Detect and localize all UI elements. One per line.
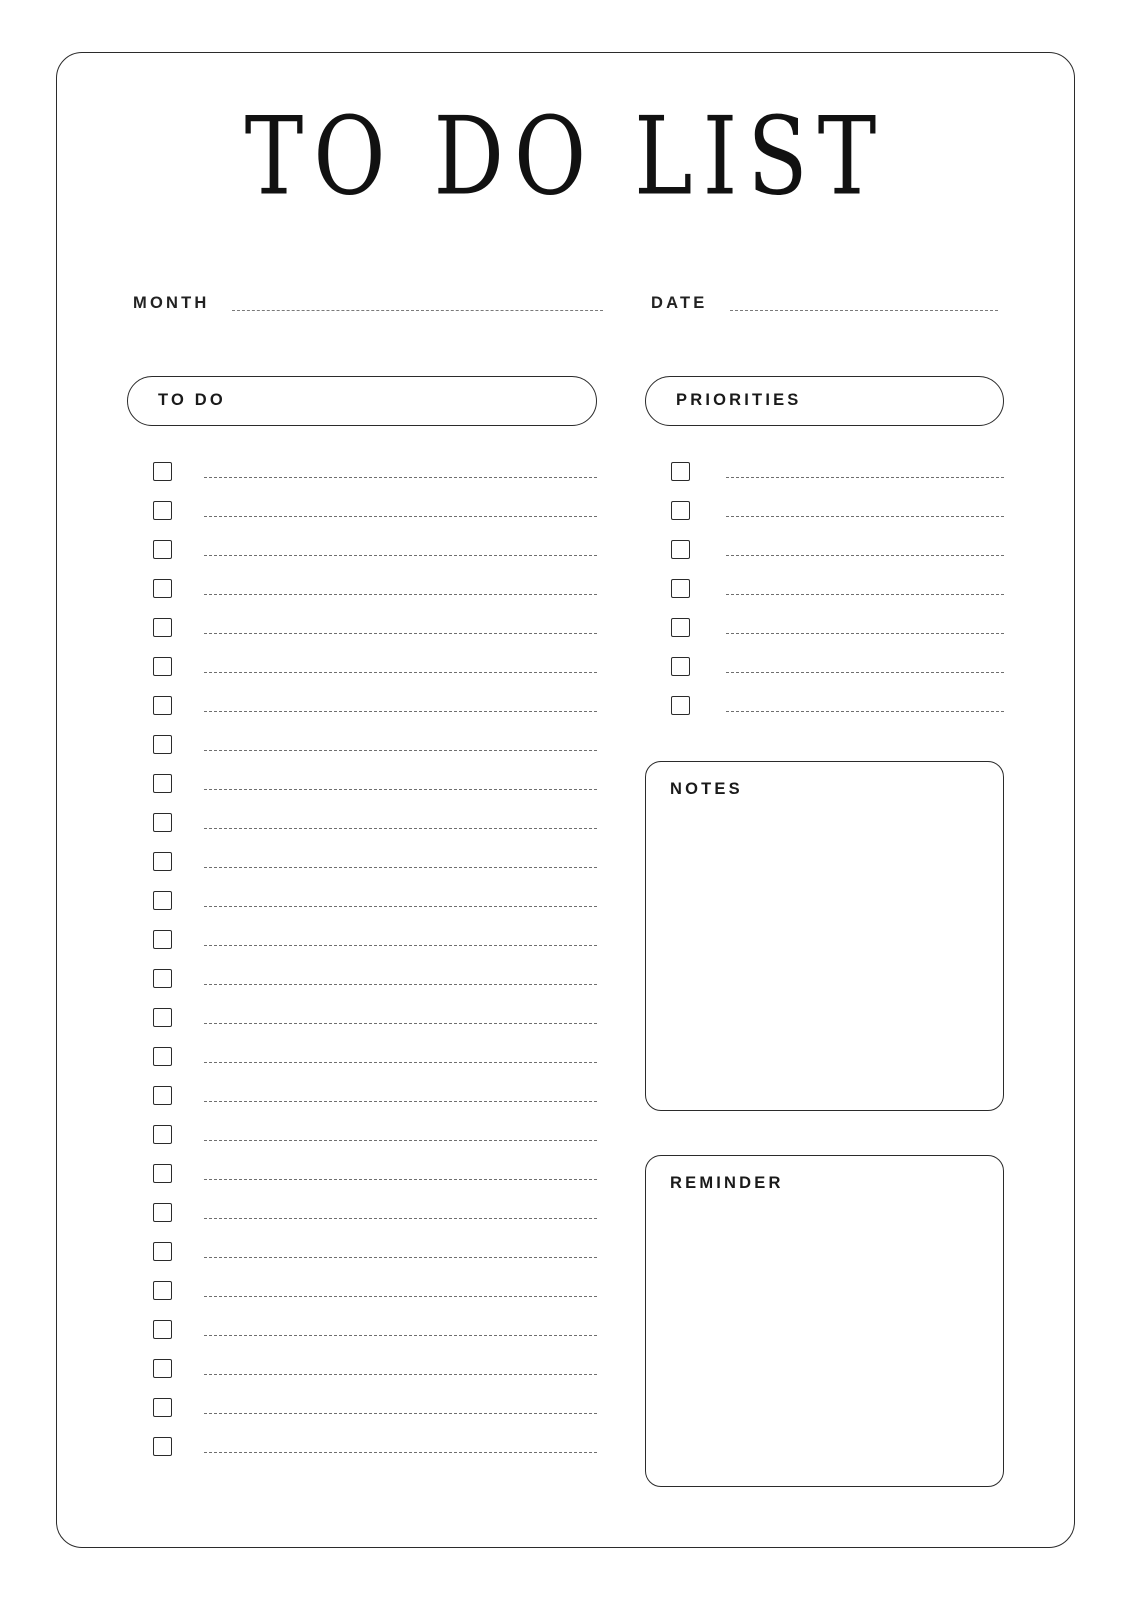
todo-column xyxy=(127,376,597,1487)
checkbox-icon[interactable] xyxy=(153,540,172,559)
write-line[interactable] xyxy=(204,632,597,634)
write-line[interactable] xyxy=(204,1334,597,1336)
write-line[interactable] xyxy=(204,476,597,478)
checkbox-icon[interactable] xyxy=(153,1047,172,1066)
page-title: TO DO LIST xyxy=(244,93,887,219)
todo-item-row[interactable] xyxy=(153,1427,597,1466)
write-line[interactable] xyxy=(204,1451,597,1453)
todo-item-row[interactable] xyxy=(153,647,597,686)
todo-item-row[interactable] xyxy=(153,920,597,959)
todo-item-row[interactable] xyxy=(153,1271,597,1310)
priority-item-row[interactable] xyxy=(671,608,1004,647)
checkbox-icon[interactable] xyxy=(153,1359,172,1378)
write-line[interactable] xyxy=(204,593,597,595)
write-line[interactable] xyxy=(204,1178,597,1180)
write-line[interactable] xyxy=(204,749,597,751)
checkbox-icon[interactable] xyxy=(153,1398,172,1417)
priority-item-row[interactable] xyxy=(671,491,1004,530)
right-column xyxy=(645,376,1004,1487)
write-line[interactable] xyxy=(726,593,1004,595)
checkbox-icon[interactable] xyxy=(153,1008,172,1027)
todo-item-row[interactable] xyxy=(153,491,597,530)
write-line[interactable] xyxy=(204,671,597,673)
priorities-header-pill xyxy=(645,376,1004,426)
checkbox-icon[interactable] xyxy=(153,852,172,871)
todo-item-row[interactable] xyxy=(153,1310,597,1349)
todo-item-row[interactable] xyxy=(153,530,597,569)
todo-item-row[interactable] xyxy=(153,452,597,491)
reminder-heading: REMINDER xyxy=(670,1173,784,1192)
write-line[interactable] xyxy=(204,1022,597,1024)
todo-item-row[interactable] xyxy=(153,569,597,608)
todo-item-row[interactable] xyxy=(153,1037,597,1076)
priority-rows xyxy=(645,452,1004,725)
write-line[interactable] xyxy=(204,1100,597,1102)
write-line[interactable] xyxy=(204,866,597,868)
checkbox-icon[interactable] xyxy=(671,657,690,676)
write-line[interactable] xyxy=(204,1412,597,1414)
todo-header-pill xyxy=(127,376,597,426)
checkbox-icon[interactable] xyxy=(153,891,172,910)
checkbox-icon[interactable] xyxy=(153,1203,172,1222)
checkbox-icon[interactable] xyxy=(671,579,690,598)
checkbox-icon[interactable] xyxy=(153,1125,172,1144)
priority-item-row[interactable] xyxy=(671,686,1004,725)
todo-item-row[interactable] xyxy=(153,686,597,725)
todo-item-row[interactable] xyxy=(153,764,597,803)
write-line[interactable] xyxy=(204,788,597,790)
month-label: MONTH xyxy=(133,294,210,312)
todo-item-row[interactable] xyxy=(153,959,597,998)
todo-item-row[interactable] xyxy=(153,1349,597,1388)
checkbox-icon[interactable] xyxy=(153,813,172,832)
write-line[interactable] xyxy=(726,476,1004,478)
printable-sheet xyxy=(56,52,1075,1548)
notes-box[interactable] xyxy=(645,761,1004,1111)
write-line[interactable] xyxy=(204,905,597,907)
notes-heading: NOTES xyxy=(670,779,743,798)
write-line[interactable] xyxy=(726,554,1004,556)
todo-item-row[interactable] xyxy=(153,1115,597,1154)
priority-item-row[interactable] xyxy=(671,452,1004,491)
todo-item-row[interactable] xyxy=(153,1193,597,1232)
write-line[interactable] xyxy=(204,827,597,829)
date-write-line[interactable] xyxy=(730,309,999,311)
checkbox-icon[interactable] xyxy=(153,696,172,715)
checkbox-icon[interactable] xyxy=(153,1437,172,1456)
priority-item-row[interactable] xyxy=(671,530,1004,569)
checkbox-icon[interactable] xyxy=(153,969,172,988)
todo-item-row[interactable] xyxy=(153,608,597,647)
write-line[interactable] xyxy=(204,1217,597,1219)
meta-row xyxy=(127,295,1004,314)
write-line[interactable] xyxy=(204,1061,597,1063)
write-line[interactable] xyxy=(726,710,1004,712)
checkbox-icon[interactable] xyxy=(153,462,172,481)
date-field[interactable] xyxy=(651,295,998,314)
checkbox-icon[interactable] xyxy=(153,1242,172,1261)
todo-item-row[interactable] xyxy=(153,1076,597,1115)
checkbox-icon[interactable] xyxy=(153,1164,172,1183)
checkbox-icon[interactable] xyxy=(153,579,172,598)
write-line[interactable] xyxy=(204,515,597,517)
write-line[interactable] xyxy=(204,1139,597,1141)
todo-item-row[interactable] xyxy=(153,1388,597,1427)
checkbox-icon[interactable] xyxy=(153,657,172,676)
priority-item-row[interactable] xyxy=(671,647,1004,686)
checkbox-icon[interactable] xyxy=(153,1086,172,1105)
write-line[interactable] xyxy=(726,632,1004,634)
write-line[interactable] xyxy=(204,983,597,985)
todo-rows xyxy=(127,452,597,1466)
todo-item-row[interactable] xyxy=(153,803,597,842)
month-write-line[interactable] xyxy=(232,309,604,311)
checkbox-icon[interactable] xyxy=(153,1320,172,1339)
checkbox-icon[interactable] xyxy=(671,540,690,559)
write-line[interactable] xyxy=(204,554,597,556)
priorities-heading: PRIORITIES xyxy=(676,391,802,409)
reminder-box[interactable] xyxy=(645,1155,1004,1487)
todo-item-row[interactable] xyxy=(153,725,597,764)
checkbox-icon[interactable] xyxy=(671,501,690,520)
write-line[interactable] xyxy=(204,1295,597,1297)
date-label: DATE xyxy=(651,294,708,312)
checkbox-icon[interactable] xyxy=(671,462,690,481)
todo-item-row[interactable] xyxy=(153,881,597,920)
checkbox-icon[interactable] xyxy=(153,774,172,793)
checkbox-icon[interactable] xyxy=(671,618,690,637)
checkbox-icon[interactable] xyxy=(153,930,172,949)
content-columns xyxy=(127,376,1004,1487)
write-line[interactable] xyxy=(726,515,1004,517)
todo-heading: TO DO xyxy=(158,391,226,409)
write-line[interactable] xyxy=(204,1373,597,1375)
todo-item-row[interactable] xyxy=(153,1232,597,1271)
write-line[interactable] xyxy=(204,710,597,712)
priority-item-row[interactable] xyxy=(671,569,1004,608)
month-field[interactable] xyxy=(133,295,603,314)
todo-item-row[interactable] xyxy=(153,1154,597,1193)
todo-item-row[interactable] xyxy=(153,842,597,881)
checkbox-icon[interactable] xyxy=(153,501,172,520)
checkbox-icon[interactable] xyxy=(153,735,172,754)
todo-item-row[interactable] xyxy=(153,998,597,1037)
checkbox-icon[interactable] xyxy=(671,696,690,715)
write-line[interactable] xyxy=(726,671,1004,673)
write-line[interactable] xyxy=(204,944,597,946)
write-line[interactable] xyxy=(204,1256,597,1258)
checkbox-icon[interactable] xyxy=(153,1281,172,1300)
checkbox-icon[interactable] xyxy=(153,618,172,637)
